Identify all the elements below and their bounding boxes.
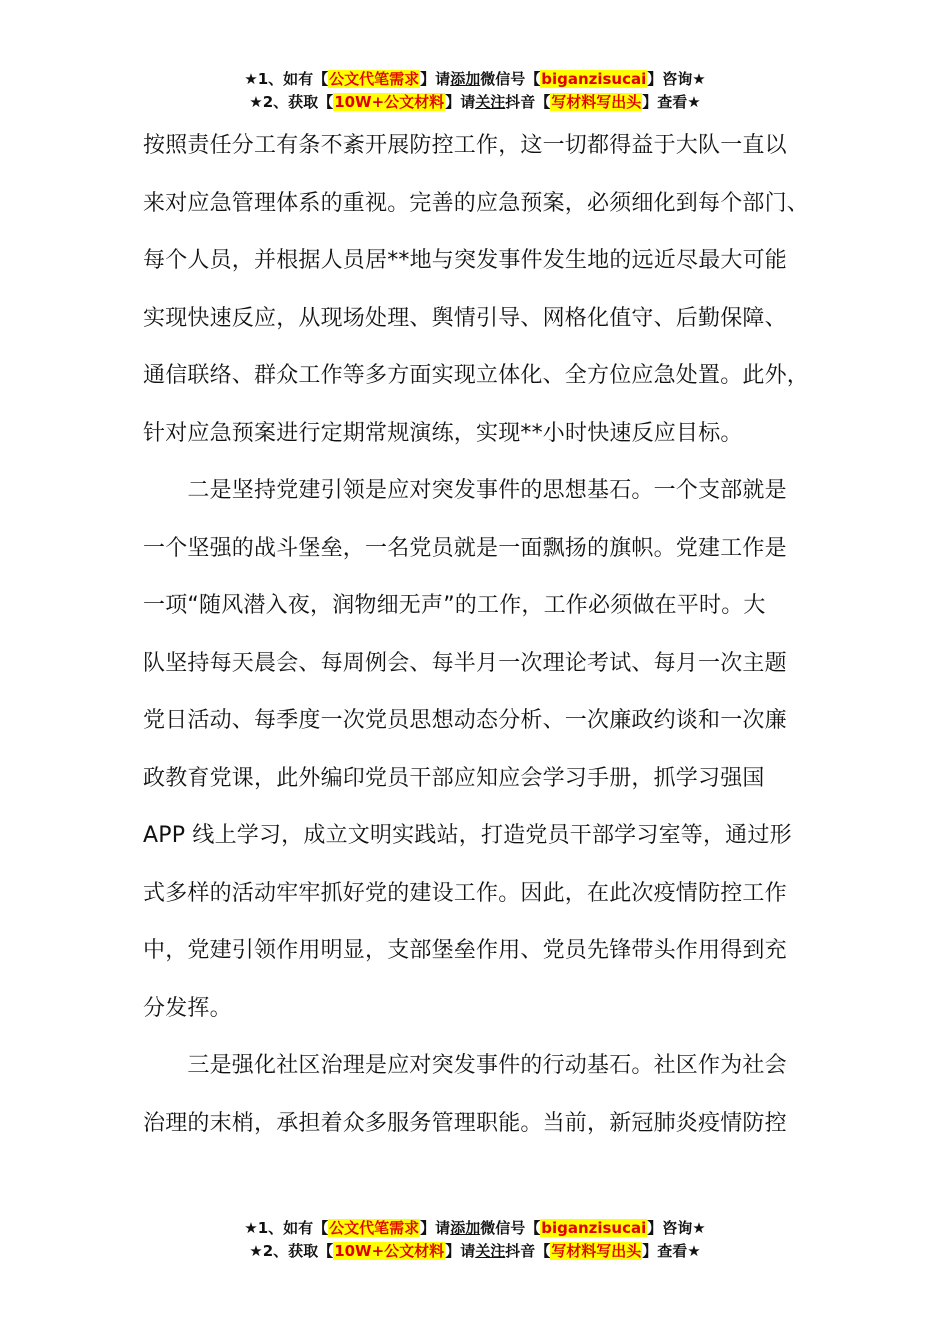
text-line: 实现快速反应，从现场处理、舆情引导、网格化值守、后勤保障、 [143, 305, 787, 331]
banner-text: 抖音【 [505, 1242, 551, 1260]
banner-text: 】请 [420, 1219, 451, 1237]
banner-highlight: biganzisucai [541, 70, 647, 88]
text-line: 分发挥。 [143, 995, 232, 1021]
banner-text: 】咨询★ [647, 70, 706, 88]
banner-text: 】请 [445, 93, 476, 111]
banner-highlight: 公文代笔需求 [329, 1219, 420, 1237]
text-line: 一项“随风潜入夜，润物细无声”的工作，工作必须做在平时。大 [143, 593, 766, 618]
banner-underline: 关注 [475, 93, 506, 111]
text-line: 三是强化社区治理是应对突发事件的行动基石。社区作为社会 [143, 1053, 787, 1078]
banner-text: 微信号【 [480, 70, 541, 88]
banner-text: ★1、如有【 [244, 1219, 329, 1237]
banner-text: 微信号【 [480, 1219, 541, 1237]
text-line: 中，党建引领作用明显，支部堡垒作用、党员先锋带头作用得到充 [143, 938, 787, 963]
paragraph-2 [143, 462, 833, 1037]
text-line: 一个坚强的战斗堡垒，一名党员就是一面飘扬的旗帜。党建工作是 [143, 535, 787, 561]
text-line: APP 线上学习，成立文明实践站，打造党员干部学习室等，通过形 [143, 823, 792, 848]
document-body [143, 117, 833, 1152]
banner-text: ★2、获取【 [249, 93, 334, 111]
banner-text: 抖音【 [505, 93, 551, 111]
text-line: 按照责任分工有条不紊开展防控工作，这一切都得益于大队一直以 [143, 133, 787, 158]
text-line: 二是坚持党建引领是应对突发事件的思想基石。一个支部就是 [143, 478, 787, 503]
text-line: 针对应急预案进行定期常规演练，实现**小时快速反应目标。 [143, 420, 743, 446]
text-line: 政教育党课，此外编印党员干部应知应会学习手册，抓学习强国 [143, 765, 765, 791]
text-line: 来对应急管理体系的重视。完善的应急预案，必须细化到每个部门、 [143, 190, 810, 216]
footer-banner [0, 1217, 950, 1263]
banner-highlight: 写材料写出头 [551, 93, 642, 111]
banner-line-1 [0, 1217, 950, 1240]
paragraph-1 [143, 117, 833, 462]
header-banner [0, 68, 950, 114]
text-line: 每个人员，并根据人员居**地与突发事件发生地的远近尽最大可能 [143, 248, 788, 273]
text-line: 治理的末梢，承担着众多服务管理职能。当前，新冠肺炎疫情防控 [143, 1110, 787, 1136]
text-line: 式多样的活动牢牢抓好党的建设工作。因此，在此次疫情防控工作 [143, 880, 787, 906]
text-line: 通信联络、群众工作等多方面实现立体化、全方位应急处置。此外， [143, 363, 810, 388]
banner-highlight: 10W+公文材料 [334, 1242, 445, 1260]
banner-line-2 [0, 1240, 950, 1263]
banner-text: ★2、获取【 [249, 1242, 334, 1260]
banner-highlight: biganzisucai [541, 1219, 647, 1237]
banner-text: 】查看★ [642, 93, 701, 111]
banner-text: 】查看★ [642, 1242, 701, 1260]
banner-highlight: 10W+公文材料 [334, 93, 445, 111]
banner-text: ★1、如有【 [244, 70, 329, 88]
banner-line-1 [0, 68, 950, 91]
banner-text: 】请 [420, 70, 451, 88]
banner-underline: 关注 [475, 1242, 506, 1260]
banner-text: 】咨询★ [647, 1219, 706, 1237]
banner-underline: 添加 [450, 1219, 481, 1237]
banner-text: 】请 [445, 1242, 476, 1260]
banner-underline: 添加 [450, 70, 481, 88]
text-line: 队坚持每天晨会、每周例会、每半月一次理论考试、每月一次主题 [143, 650, 787, 676]
banner-line-2 [0, 91, 950, 114]
text-line: 党日活动、每季度一次党员思想动态分析、一次廉政约谈和一次廉 [143, 708, 787, 733]
paragraph-3 [143, 1037, 833, 1152]
banner-highlight: 公文代笔需求 [329, 70, 420, 88]
banner-highlight: 写材料写出头 [551, 1242, 642, 1260]
